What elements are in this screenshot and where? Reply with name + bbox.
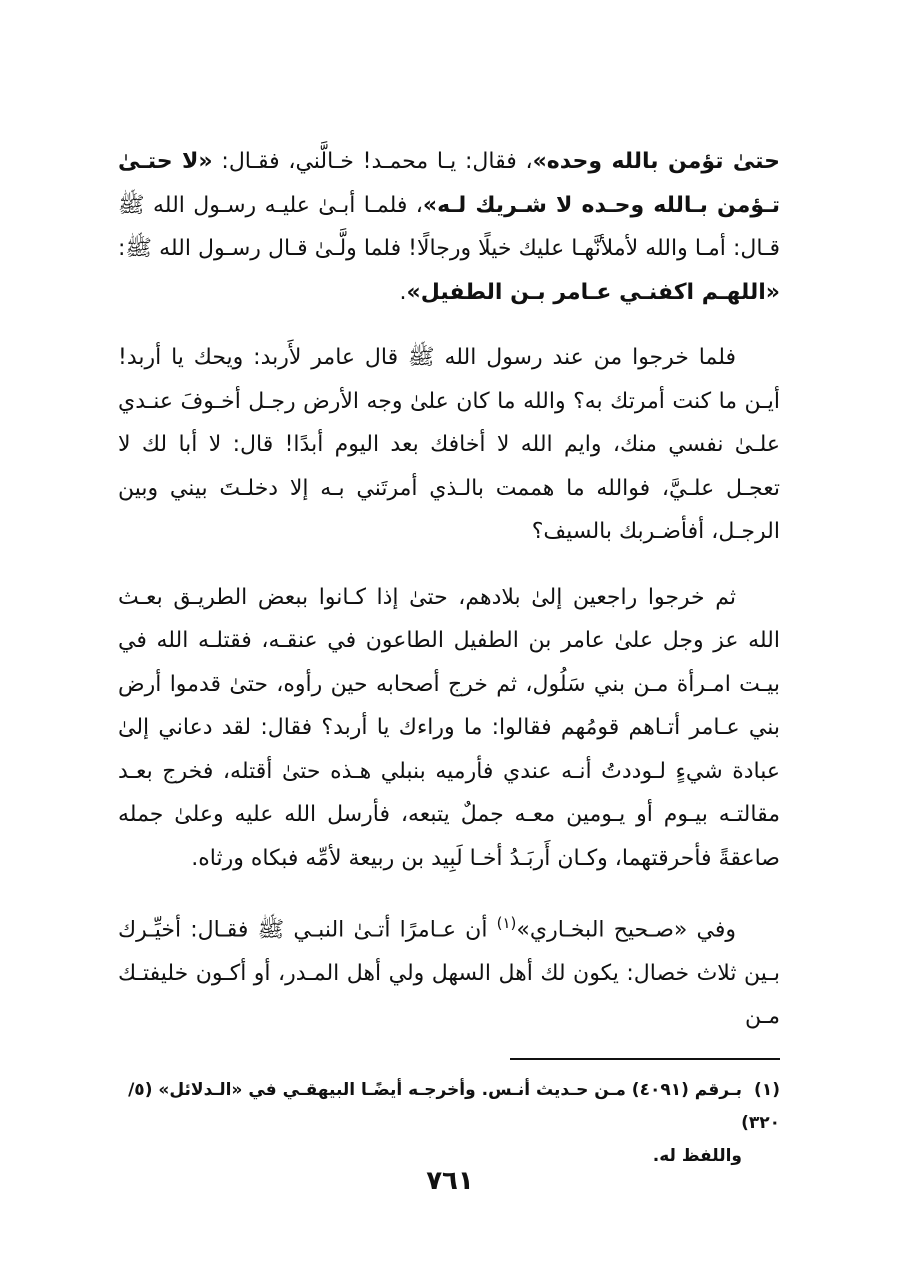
footnote-number: (١) [754,1080,780,1100]
text-run: وفي «صـحيح البخـاري» [516,917,736,943]
text-run: أن عـامرًا أتـىٰ النبـي ﷺ فقـال: أخيِّـرك بـين ثلاث خصال: يكون لك أهل السهل ولي أهل المـدر، أو أكـون خليفتـك مـن [118,917,780,1030]
text-run: ثم خرجوا راجعين إلىٰ بلادهم، حتىٰ إذا كـانوا ببعض الطريـق بعـث الله عز وجل علىٰ عامر بن الطفيل الطاعون في عنقـه، فقتلـه الله في بيـت امـرأة مـن بني سَلُول، ثم خرج أصحابه حين رأوه، حتىٰ قدموا أرض بني عـامر أتـاهم قومُهم فقالوا: ما وراءك يا أربد؟ فقال: لقد دعاني إلىٰ عبادة شيءٍ لـوددتُ أنـه عندي فأرميه بنبلي هـذه حتىٰ أقتله، فخرج بعـد مقالتـه بيـوم أو يـومين معـه جملٌ يتبعه، فأرسل الله عليه وعلىٰ جمله صاعقةً فأحرقتهما، وكـان أَربَـدُ أخـا لَبِيد بن ربيعة لأمِّه فبكاه ورثاه. [118,584,780,871]
text-run: حتىٰ تؤمن بالله وحده» [532,149,780,174]
text-run: . [399,279,407,305]
text-run: فلما خرجوا من عند رسول الله ﷺ قال عامر لأَربد: ويحك يا أربد! أيـن ما كنت أمرتك به؟ والله ما كان علىٰ وجه الأرض رجـل أخـوفَ عنـدي علـىٰ نفسي منك، وايم الله لا أخافك بعد اليوم أبدًا! قال: لا أبا لك لا تعجـل علـيَّ، فوالله ما هممت بالـذي أمرتَني بـه إلا دخلـتَ بيني وبين الرجـل، أفأضـربك بالسيف؟ [118,345,780,544]
footnote [118,1074,780,1173]
prophet-quote: «اللهـم اكفنـي عـامر بـن الطفيل» [406,279,780,305]
paragraph-1 [118,140,780,314]
paragraph-3 [118,576,780,881]
page-number: ٧٦١ [426,1166,474,1196]
paragraph-2 [118,336,780,554]
footnote-ref[interactable]: (١) [496,914,517,932]
footnote-continuation: واللفظ له. [652,1146,742,1166]
main-text [118,140,780,1039]
footnote-line [118,1074,780,1140]
paragraph-4 [118,902,780,1039]
footnote-separator [510,1058,780,1060]
text-run: ، فلمـا أبـىٰ عليـه رسـول الله ﷺ قـال: أمـا والله لأملأنَّهـا عليك خيلًا ورجالًا! فلما ولَّـىٰ قـال رسـول الله ﷺ: [118,192,780,261]
text-run: ، فقال: يـا محمـد! خـالَّني، فقـال: [212,149,533,174]
footnote-text: بـرقم (٤٠٩١) مـن حـديث أنـس. وأخرجـه أيضًـا البيهقـي في «الـدلائل» (٥/ ٣٢٠) [128,1080,780,1133]
prophet-quote: «لا حتـىٰ تـؤمن بـالله وحـده لا شـريك لـه» [118,149,780,218]
